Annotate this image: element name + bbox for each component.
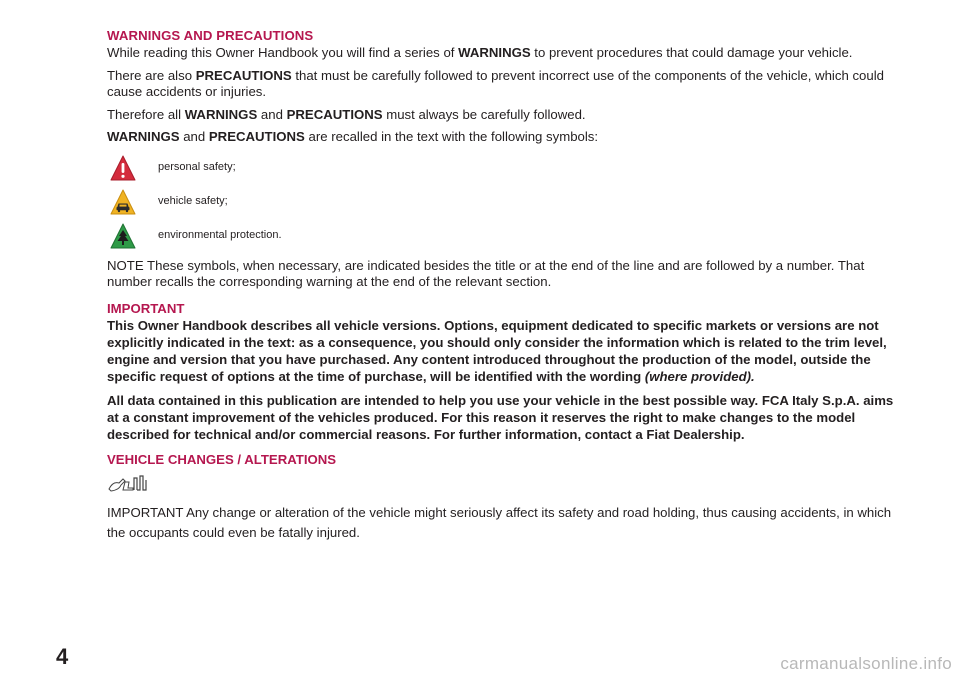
symbol-row-personal-safety <box>107 152 897 186</box>
vehicle-changes-title: VEHICLE CHANGES / ALTERATIONS <box>107 451 337 467</box>
note-paragraph: NOTE These symbols, when necessary, are indicated besides the title or at the end of the line and are followed by a number. That number recalls the corresponding warning at the end of the relevant section. <box>107 257 865 289</box>
important-title: IMPORTANT <box>107 300 185 316</box>
important-paragraph-1: This Owner Handbook describes all vehicle versions. Options, equipment dedicated to specific markets or versions are not explicitly indicated in the text: as a consequence, you should only consider the information which is related to the trim level, engine and version that you have purchased. Any content introduced throughout the production of the model, outside the specific request of options at the time of purchase, will be identified with the wording (where provided). <box>107 317 887 384</box>
vehicle-safety-warning-icon <box>109 188 137 216</box>
intro-paragraph-1: While reading this Owner Handbook you will find a series of WARNINGS to prevent procedures that could damage your vehicle. <box>107 45 853 60</box>
intro-paragraph-3: Therefore all WARNINGS and PRECAUTIONS must always be carefully followed. <box>107 106 586 122</box>
section-title-warnings: WARNINGS AND PRECAUTIONS <box>107 28 314 43</box>
intro-paragraph-4: WARNINGS and PRECAUTIONS are recalled in the text with the following symbols: <box>107 129 599 144</box>
page-number: 4 <box>56 644 69 669</box>
symbol-label: personal safety; <box>158 160 236 173</box>
important-paragraph-2: All data contained in this publication are intended to help you use your vehicle in the best possible way. FCA Italy S.p.A. aims at a constant improvement of the vehicles produced. For this reason it reserves the right to make changes to the model described for technical and/or commercial reasons. For further information, contact a Fiat Dealership. <box>107 392 894 442</box>
symbol-label: environmental protection. <box>158 228 282 241</box>
alteration-warning-icon <box>107 473 149 493</box>
symbol-list <box>107 152 897 254</box>
watermark-text: carmanualsonline.info <box>780 654 952 673</box>
page-content <box>107 28 897 543</box>
vehicle-changes-paragraph: IMPORTANT Any change or alteration of the vehicle might seriously affect its safety and road holding, thus causing accidents, in which the occupants could even be fatally injured. <box>107 504 892 540</box>
environmental-protection-icon <box>109 222 137 250</box>
intro-paragraph-2: There are also PRECAUTIONS that must be carefully followed to prevent incorrect use of the components of the vehicle, which could cause accidents or injuries. <box>107 67 884 99</box>
symbol-row-vehicle-safety <box>107 186 897 220</box>
personal-safety-warning-icon <box>109 154 137 182</box>
symbol-label: vehicle safety; <box>158 194 228 207</box>
symbol-row-environmental-protection <box>107 220 897 254</box>
